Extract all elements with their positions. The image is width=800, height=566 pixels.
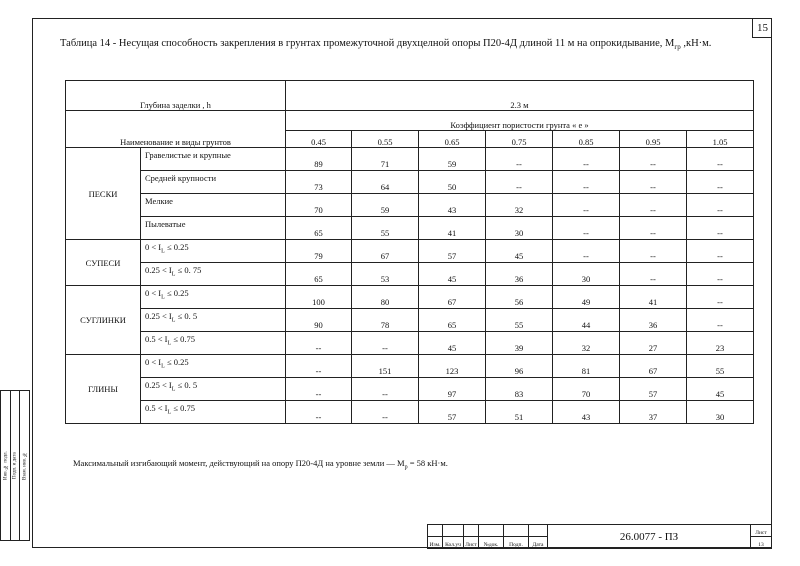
table-cell: -- [286, 355, 352, 378]
table-cell: 71 [352, 148, 419, 171]
table-cell: 151 [352, 355, 419, 378]
table-row [66, 332, 754, 355]
table-cell: 32 [486, 194, 553, 217]
stamp-column-label: Кол.уч [443, 537, 464, 549]
table-cell: 57 [419, 401, 486, 424]
table-cell: -- [687, 240, 754, 263]
soil-type-label: Пылеватые [141, 217, 286, 240]
table-cell: -- [286, 378, 352, 401]
stamp-column-label: Дата [529, 537, 548, 549]
stamp-column-label: Подп. [504, 537, 529, 549]
table-cell: -- [486, 171, 553, 194]
table-cell: -- [687, 148, 754, 171]
table-row [66, 194, 754, 217]
table-row [66, 378, 754, 401]
side-stamp-label: Взам. инв. № [20, 391, 30, 541]
table-cell: 90 [286, 309, 352, 332]
soil-group-name: ГЛИНЫ [66, 355, 141, 424]
stamp-column-label: Изм. [428, 537, 443, 549]
table-cell: 36 [486, 263, 553, 286]
table-row [66, 217, 754, 240]
table-cell: 45 [419, 263, 486, 286]
sheet-label: Лист [751, 525, 772, 537]
table-cell: -- [620, 240, 687, 263]
table-cell: 45 [687, 378, 754, 401]
table-cell: 67 [419, 286, 486, 309]
table-cell: -- [620, 194, 687, 217]
table-cell: 45 [419, 332, 486, 355]
soil-type-label: $0 < I_L \le 0.25$ [141, 240, 286, 263]
table-cell: -- [553, 217, 620, 240]
title-block-stamp [427, 524, 772, 548]
stamp-column-label: №док. [479, 537, 504, 549]
document-number: 26.0077 - ПЗ [548, 525, 751, 549]
table-cell: 23 [687, 332, 754, 355]
table-cell: -- [687, 217, 754, 240]
porosity-label: Коэффициент пористости грунта « e » [286, 111, 754, 131]
table-cell: 27 [620, 332, 687, 355]
table-cell: 70 [553, 378, 620, 401]
table-cell: 81 [553, 355, 620, 378]
soil-group-name: СУПЕСИ [66, 240, 141, 286]
table-cell: -- [352, 401, 419, 424]
table-cell: 43 [553, 401, 620, 424]
coefficient-header: 0.45 [286, 131, 352, 148]
side-stamp [0, 390, 30, 550]
table-cell: 43 [419, 194, 486, 217]
soil-type-label: $0.25 < I_L \le 0$. 5 [141, 378, 286, 401]
table-cell: 49 [553, 286, 620, 309]
table-title: Таблица 14 - Несущая способность закрепления в грунтах промежуточной двухцелной опоры П20-4Д длиной 11 м на опрокидывание, $М_{гр}$ ,кН·м. [60, 38, 712, 52]
table-cell: 59 [352, 194, 419, 217]
table-cell: 45 [486, 240, 553, 263]
soil-type-label: Мелкие [141, 194, 286, 217]
table-cell: -- [486, 148, 553, 171]
bearing-capacity-table [65, 80, 754, 424]
table-cell: -- [620, 263, 687, 286]
table-cell: 41 [419, 217, 486, 240]
table-cell: -- [352, 332, 419, 355]
soil-name-label: Наименование и виды грунтов [66, 111, 286, 148]
table-cell: -- [352, 378, 419, 401]
table-cell: 57 [620, 378, 687, 401]
table-cell: -- [687, 309, 754, 332]
table-cell: 39 [486, 332, 553, 355]
sheet-number: 13 [751, 537, 772, 549]
table-cell: 100 [286, 286, 352, 309]
coefficient-header: 0.95 [620, 131, 687, 148]
soil-type-label: $0.5 < I_L \le 0.75$ [141, 401, 286, 424]
depth-value: 2.3 м [286, 81, 754, 111]
table-row [66, 286, 754, 309]
stamp-column-label: Лист [464, 537, 479, 549]
table-cell: 65 [419, 309, 486, 332]
table-cell: 32 [553, 332, 620, 355]
table-cell: 36 [620, 309, 687, 332]
table-cell: 57 [419, 240, 486, 263]
table-cell: -- [553, 171, 620, 194]
table-cell: 55 [687, 355, 754, 378]
table-cell: 70 [286, 194, 352, 217]
soil-type-label: $0.25 < I_L \le 0$. 75 [141, 263, 286, 286]
table-cell: 83 [486, 378, 553, 401]
table-cell: 97 [419, 378, 486, 401]
table-cell: -- [553, 148, 620, 171]
table-cell: 79 [286, 240, 352, 263]
soil-group-name: СУГЛИНКИ [66, 286, 141, 355]
table-cell: 65 [286, 217, 352, 240]
table-cell: 67 [352, 240, 419, 263]
table-cell: 50 [419, 171, 486, 194]
table-row [66, 355, 754, 378]
table-cell: 44 [553, 309, 620, 332]
coefficient-header: 1.05 [687, 131, 754, 148]
table-cell: -- [553, 194, 620, 217]
coefficient-header: 0.85 [553, 131, 620, 148]
coefficient-header: 0.55 [352, 131, 419, 148]
table-cell: 80 [352, 286, 419, 309]
depth-label: Глубина заделки , h [66, 81, 286, 111]
table-cell: 123 [419, 355, 486, 378]
page-corner-number: 15 [752, 18, 772, 38]
table-cell: 59 [419, 148, 486, 171]
table-cell: 67 [620, 355, 687, 378]
side-stamp-label: Инв. № подл. [1, 391, 11, 541]
table-cell: -- [286, 332, 352, 355]
table-cell: -- [687, 194, 754, 217]
table-cell: 56 [486, 286, 553, 309]
table-cell: -- [620, 171, 687, 194]
footnote: Максимальный изгибающий момент, действующий на опору П20-4Д на уровне земли — $М_р = 58$ кН·м. [73, 458, 448, 471]
table-row [66, 171, 754, 194]
soil-type-label: Средней крупности [141, 171, 286, 194]
table-cell: -- [687, 171, 754, 194]
table-cell: 51 [486, 401, 553, 424]
table-cell: 30 [553, 263, 620, 286]
coefficient-header: 0.75 [486, 131, 553, 148]
table-cell: 89 [286, 148, 352, 171]
soil-type-label: $0.5 < I_L \le 0.75$ [141, 332, 286, 355]
table-row [66, 148, 754, 171]
table-cell: 30 [687, 401, 754, 424]
table-cell: -- [620, 148, 687, 171]
table-cell: -- [553, 240, 620, 263]
table-row [66, 401, 754, 424]
table-cell: 78 [352, 309, 419, 332]
table-cell: 55 [352, 217, 419, 240]
table-cell: 96 [486, 355, 553, 378]
side-stamp-label: Подп. и дата [10, 391, 20, 541]
soil-type-label: $0 < I_L \le 0.25$ [141, 286, 286, 309]
soil-group-name: ПЕСКИ [66, 148, 141, 240]
table-cell: 65 [286, 263, 352, 286]
soil-type-label: $0.25 < I_L \le 0$. 5 [141, 309, 286, 332]
table-cell: 55 [486, 309, 553, 332]
soil-type-label: $0 < I_L \le 0.25$ [141, 355, 286, 378]
table-cell: -- [286, 401, 352, 424]
soil-type-label: Гравелистые и крупные [141, 148, 286, 171]
table-row [66, 263, 754, 286]
table-cell: 41 [620, 286, 687, 309]
table-cell: -- [687, 286, 754, 309]
coefficient-header: 0.65 [419, 131, 486, 148]
table-cell: 64 [352, 171, 419, 194]
table-row [66, 309, 754, 332]
table-cell: -- [620, 217, 687, 240]
table-cell: 73 [286, 171, 352, 194]
table-cell: -- [687, 263, 754, 286]
table-cell: 30 [486, 217, 553, 240]
table-cell: 53 [352, 263, 419, 286]
table-row [66, 240, 754, 263]
table-cell: 37 [620, 401, 687, 424]
